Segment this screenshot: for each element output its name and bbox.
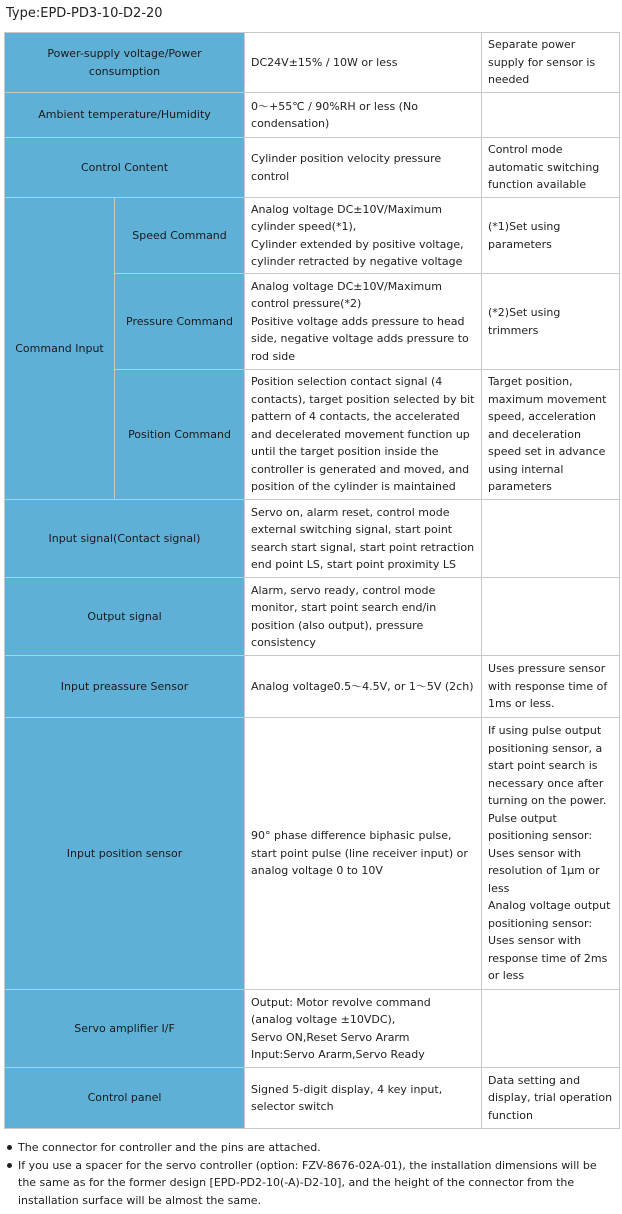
row-label-power: Power-supply voltage/Power consumption (5, 33, 245, 93)
spec-table (4, 32, 620, 1129)
row-value-pressure-sensor: Analog voltage0.5～4.5V, or 1～5V (2ch) (245, 656, 482, 718)
row-value-output-signal: Alarm, servo ready, control mode monitor, start point search end/in position (also output), pressure consistency (245, 578, 482, 656)
row-note-pressure-sensor: Uses pressure sensor with response time of 1ms or less. (482, 656, 620, 718)
row-note-input-signal (482, 500, 620, 578)
row-label-control-content: Control Content (5, 138, 245, 198)
table-row (5, 990, 620, 1068)
row-label-servo-if: Servo amplifier I/F (5, 990, 245, 1068)
table-row (5, 500, 620, 578)
table-row (5, 1068, 620, 1129)
row-note-control-panel: Data setting and display, trial operation function (482, 1068, 620, 1129)
row-label-command-input: Command Input (5, 198, 115, 500)
row-value-servo-if: Output: Motor revolve command (analog voltage ±10VDC), Servo ON,Reset Servo Ararm Input:Servo Ararm,Servo Ready (245, 990, 482, 1068)
row-note-speed: (*1)Set using parameters (482, 198, 620, 274)
table-row (5, 718, 620, 990)
row-value-power: DC24V±15% / 10W or less (245, 33, 482, 93)
row-note-output-signal (482, 578, 620, 656)
row-label-position-sensor: Input position sensor (5, 718, 245, 990)
table-row (5, 578, 620, 656)
row-note-position: Target position, maximum movement speed, acceleration and deceleration speed set in advance using internal parameters (482, 370, 620, 500)
row-value-position-sensor: 90° phase difference biphasic pulse, start point pulse (line receiver input) or analog voltage 0 to 10V (245, 718, 482, 990)
table-row (5, 93, 620, 138)
table-row (5, 33, 620, 93)
row-value-position: Position selection contact signal (4 contacts), target position selected by bit pattern of 4 contacts, the accelerated and decelerated movement function up until the target position inside the controller is generated and moved, and position of the cylinder is maintained (245, 370, 482, 500)
page-title: Type:EPD-PD3-10-D2-20 (6, 6, 163, 21)
row-note-pressure: (*2)Set using trimmers (482, 274, 620, 370)
row-sublabel-position: Position Command (115, 370, 245, 500)
table-row (5, 656, 620, 718)
row-label-pressure-sensor: Input preassure Sensor (5, 656, 245, 718)
row-value-pressure: Analog voltage DC±10V/Maximum control pressure(*2) Positive voltage adds pressure to head side, negative voltage adds pressure to rod side (245, 274, 482, 370)
row-note-ambient (482, 93, 620, 138)
notes-list (6, 1139, 614, 1209)
row-value-control-panel: Signed 5-digit display, 4 key input, selector switch (245, 1068, 482, 1129)
row-value-speed: Analog voltage DC±10V/Maximum cylinder speed(*1), Cylinder extended by positive voltage, cylinder retracted by negative voltage (245, 198, 482, 274)
row-note-position-sensor: If using pulse output positioning sensor, a start point search is necessary once after turning on the power. Pulse output positioning sensor: Uses sensor with resolution of 1μm or less Analog voltage output positioning sensor: Uses sensor with response time of 2ms or less (482, 718, 620, 990)
row-value-input-signal: Servo on, alarm reset, control mode external switching signal, start point search start signal, start point retraction end point LS, start point proximity LS (245, 500, 482, 578)
row-value-ambient: 0～+55℃ / 90%RH or less (No condensation) (245, 93, 482, 138)
row-label-ambient: Ambient temperature/Humidity (5, 93, 245, 138)
row-note-control-content: Control mode automatic switching function available (482, 138, 620, 198)
row-value-control-content: Cylinder position velocity pressure control (245, 138, 482, 198)
row-sublabel-speed: Speed Command (115, 198, 245, 274)
row-sublabel-pressure: Pressure Command (115, 274, 245, 370)
row-label-control-panel: Control panel (5, 1068, 245, 1129)
table-row (5, 138, 620, 198)
row-note-power: Separate power supply for sensor is needed (482, 33, 620, 93)
row-label-output-signal: Output signal (5, 578, 245, 656)
row-label-input-signal: Input signal(Contact signal) (5, 500, 245, 578)
list-item: If you use a spacer for the servo controller (option: FZV-8676-02A-01), the installation dimensions will be the same as for the former design [EPD-PD2-10(-A)-D2-10], and the height of the connector from the installation surface will be almost the same. (6, 1157, 614, 1210)
row-note-servo-if (482, 990, 620, 1068)
list-item: The connector for controller and the pins are attached. (6, 1139, 614, 1157)
table-row (5, 198, 620, 274)
